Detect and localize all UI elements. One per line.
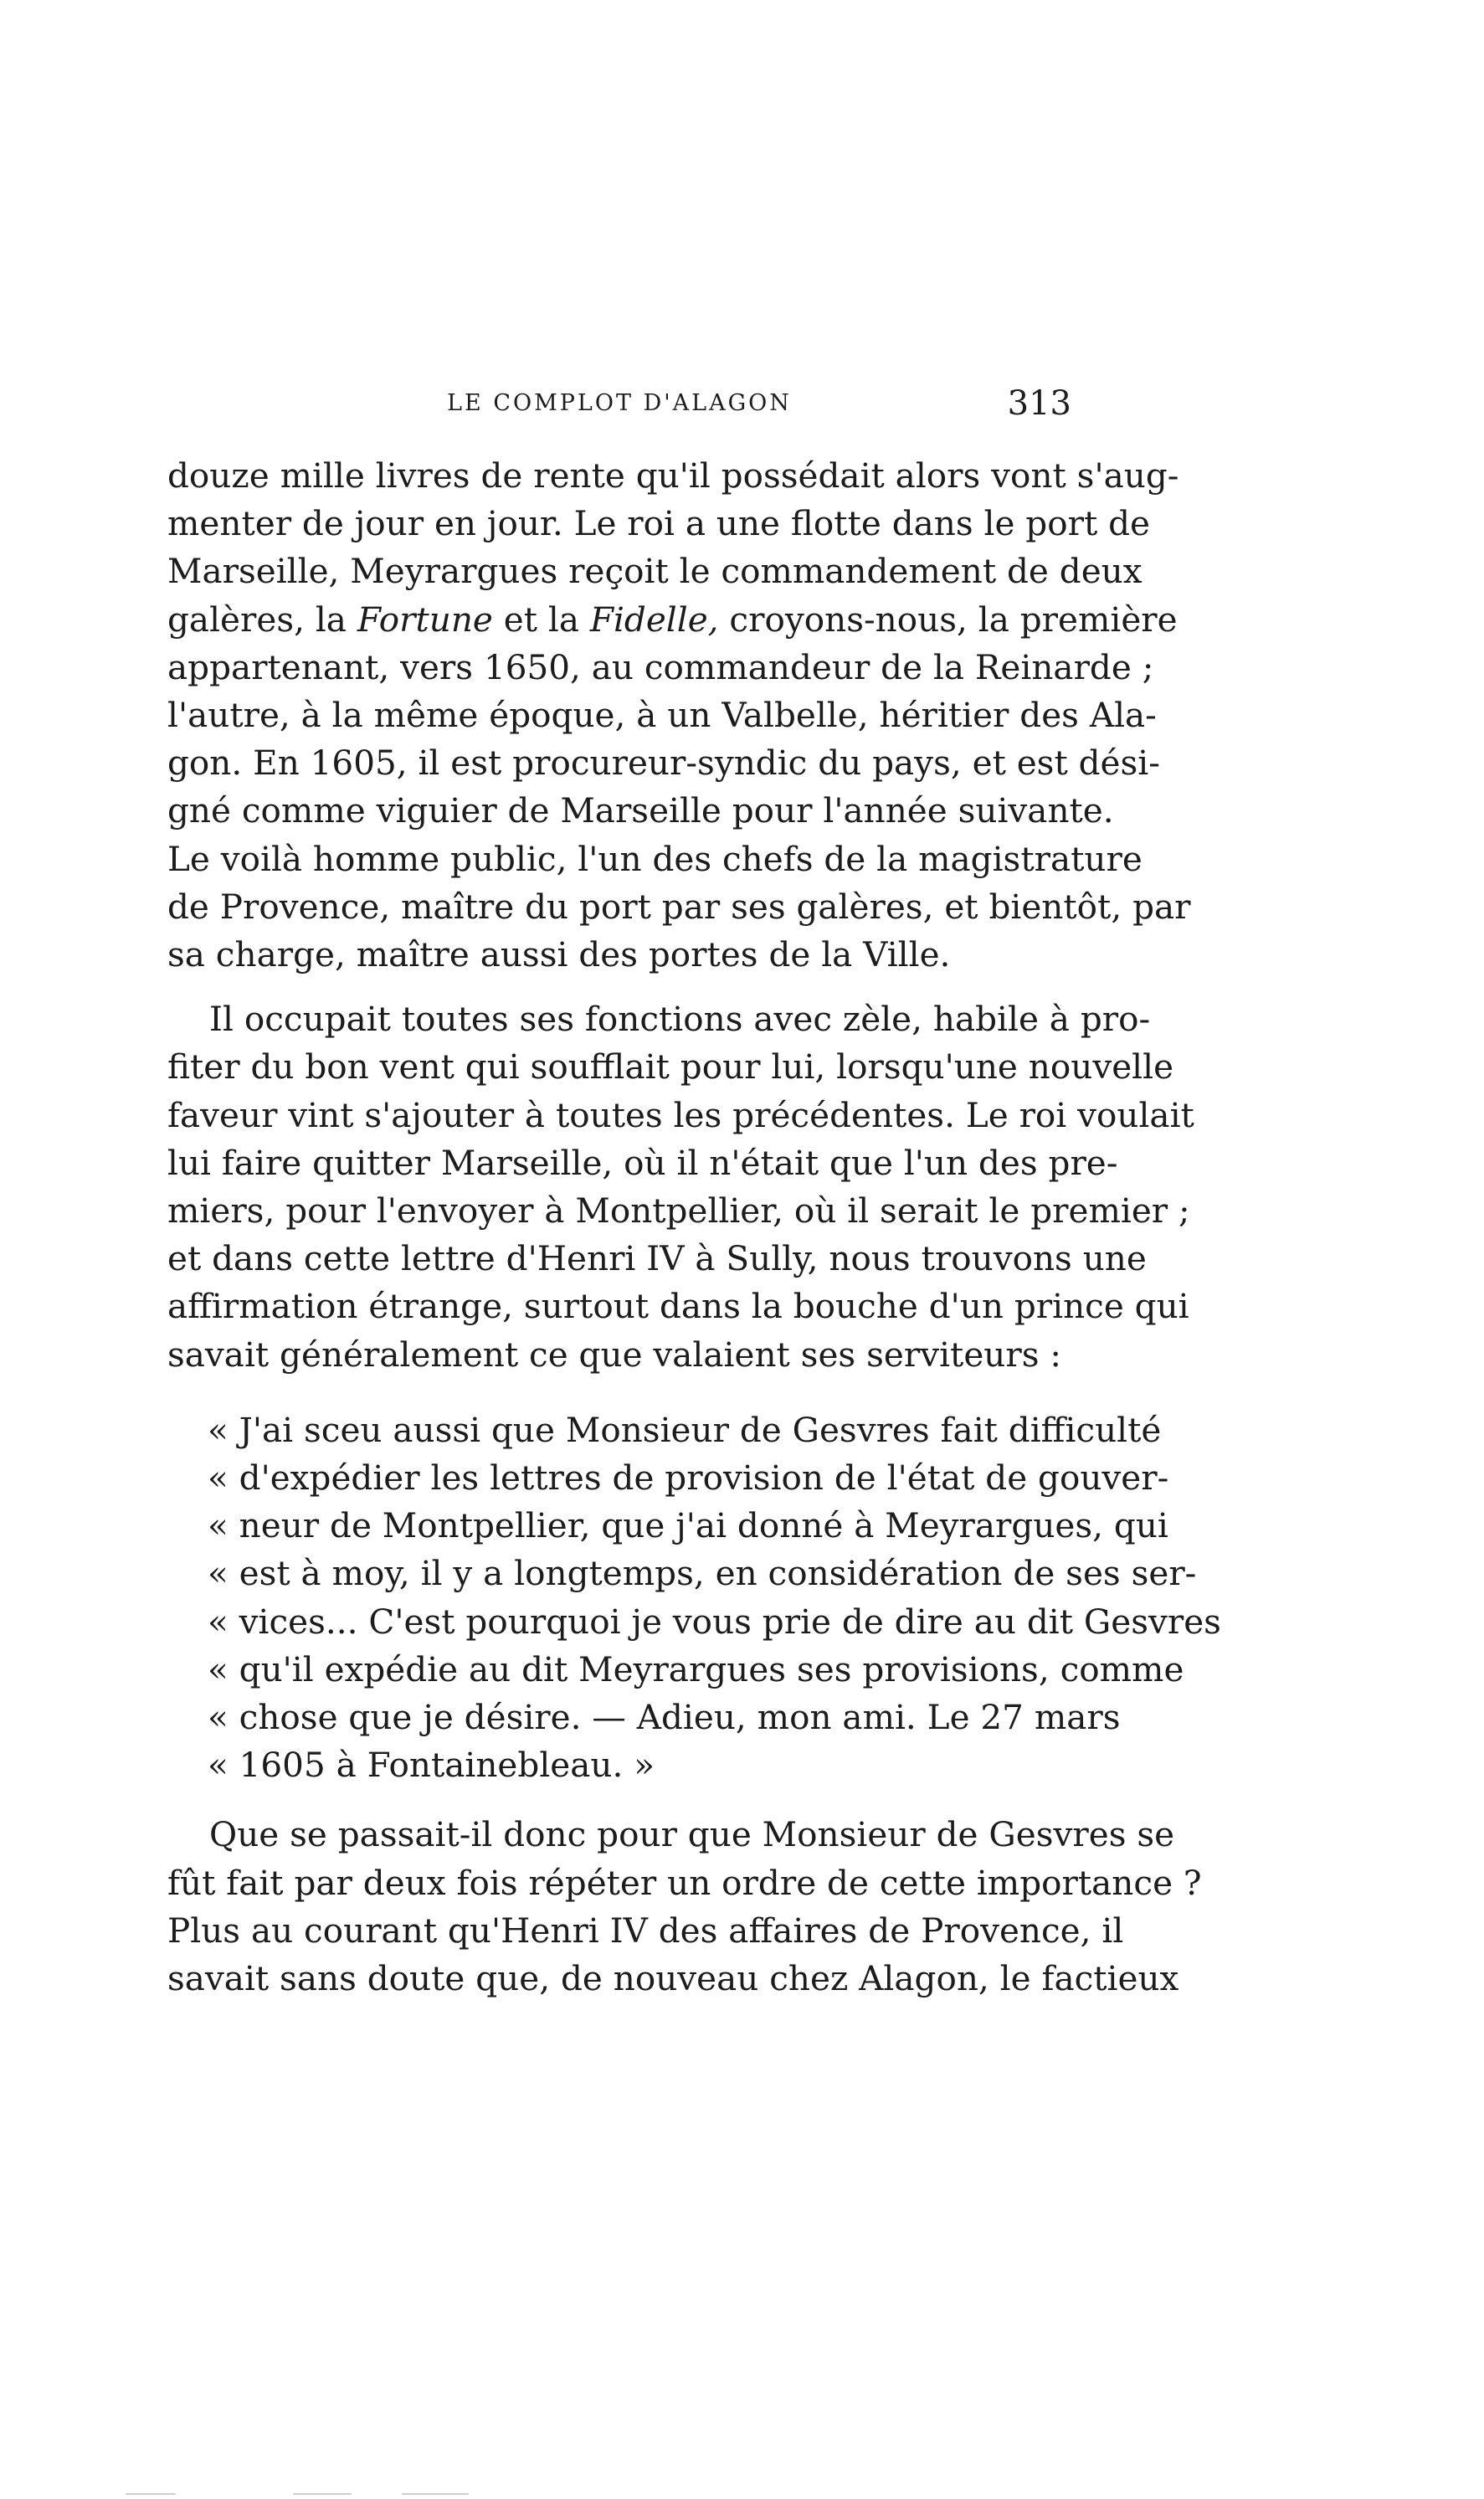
paragraph-3 — [167, 1811, 1202, 2003]
paragraph-2 — [167, 995, 1194, 1379]
quote-line: « 1605 à Fontainebleau. » — [208, 1745, 655, 1786]
text-line: Marseille, Meyrargues reçoit le commandement de deux — [167, 551, 1143, 592]
text-line: gon. En 1605, il est procureur-syndic du pays, et est dési- — [167, 743, 1160, 784]
text-line-with-ship-names — [167, 596, 1178, 644]
quote-line: « d'expédier les lettres de provision de l'état de gouver- — [208, 1458, 1169, 1499]
quote-line: « chose que je désire. — Adieu, mon ami. Le 27 mars — [208, 1697, 1121, 1738]
text-line: miers, pour l'envoyer à Montpellier, où il serait le premier ; — [167, 1190, 1190, 1232]
text-line: lui faire quitter Marseille, où il n'était que l'un des pre- — [167, 1142, 1118, 1183]
text-line: gné comme viguier de Marseille pour l'année suivante. — [167, 790, 1114, 831]
quote-line: « J'ai sceu aussi que Monsieur de Gesvres fait difficulté — [208, 1409, 1162, 1450]
text-line: faveur vint s'ajouter à toutes les précédentes. Le roi voulait — [167, 1094, 1194, 1135]
scan-speck — [402, 2493, 469, 2495]
body-text — [167, 452, 1221, 2003]
text-fragment: et la — [492, 599, 590, 640]
quote-line: « qu'il expédie au dit Meyrargues ses provisions, comme — [208, 1648, 1184, 1689]
quote-line: « vices... C'est pourquoi je vous prie de dire au dit Gesvres — [208, 1601, 1221, 1642]
ship-name-fidelle: Fidelle, — [589, 599, 719, 640]
text-line: affirmation étrange, surtout dans la bouche d'un prince qui — [167, 1286, 1189, 1327]
page-header — [167, 384, 1071, 429]
quotation — [167, 1406, 1221, 1790]
quote-line: « est à moy, il y a longtemps, en considération de ses ser- — [208, 1553, 1197, 1594]
paragraph-1 — [167, 452, 1191, 979]
running-title: LE COMPLOT D'ALAGON — [447, 390, 792, 416]
text-line: Plus au courant qu'Henri IV des affaires de Provence, il — [167, 1910, 1124, 1951]
text-line: douze mille livres de rente qu'il possédait alors vont s'aug- — [167, 455, 1179, 496]
text-line: menter de jour en jour. Le roi a une flotte dans le port de — [167, 503, 1151, 544]
ship-name-fortune: Fortune — [357, 599, 493, 640]
text-fragment: galères, la — [167, 599, 357, 640]
text-line: Que se passait-il donc pour que Monsieur de Gesvres se — [209, 1814, 1175, 1855]
text-line: Il occupait toutes ses fonctions avec zèle, habile à pro- — [209, 999, 1151, 1040]
text-fragment: croyons-nous, la première — [718, 599, 1178, 640]
text-line: fût fait par deux fois répéter un ordre de cette importance ? — [167, 1862, 1202, 1903]
quote-line: « neur de Montpellier, que j'ai donné à Meyrargues, qui — [208, 1505, 1168, 1546]
text-line: sa charge, maître aussi des portes de la Ville. — [167, 934, 951, 975]
page-number: 313 — [1007, 384, 1071, 423]
text-line: Le voilà homme public, l'un des chefs de la magistrature — [167, 838, 1143, 879]
text-line: appartenant, vers 1650, au commandeur de la Reinarde ; — [167, 646, 1154, 687]
scan-speck — [126, 2493, 176, 2495]
scan-speck — [293, 2493, 352, 2495]
text-line: fiter du bon vent qui soufflait pour lui, lorsqu'une nouvelle — [167, 1046, 1174, 1088]
text-line: savait sans doute que, de nouveau chez Alagon, le factieux — [167, 1958, 1179, 1999]
text-line: et dans cette lettre d'Henri IV à Sully, nous trouvons une — [167, 1238, 1147, 1279]
text-line: de Provence, maître du port par ses galères, et bientôt, par — [167, 886, 1191, 927]
text-line: savait généralement ce que valaient ses serviteurs : — [167, 1334, 1062, 1375]
text-line: l'autre, à la même époque, à un Valbelle, héritier des Ala- — [167, 695, 1157, 736]
